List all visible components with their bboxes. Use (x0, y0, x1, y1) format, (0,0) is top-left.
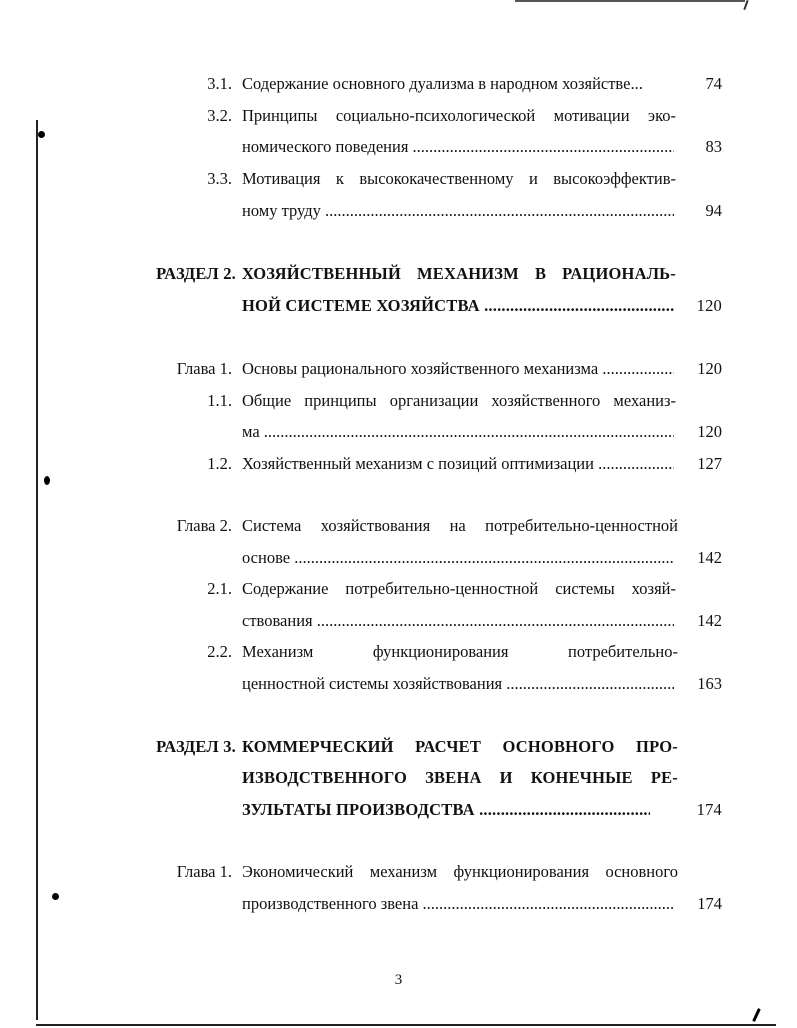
toc-section-label: РАЗДЕЛ 2. (156, 264, 236, 283)
toc-chapter-page: 174 (697, 894, 722, 913)
toc-chapter-label: Глава 1. (176, 359, 232, 378)
toc-entry-number: 2.2. (207, 642, 232, 661)
toc-section-label: РАЗДЕЛ 3. (156, 737, 236, 756)
toc-section-page: 174 (696, 800, 722, 819)
toc-section-title-line: ХОЗЯЙСТВЕННЫЙ МЕХАНИЗМ В РАЦИОНАЛЬ- (242, 264, 676, 283)
toc-section-title-line: НОЙ СИСТЕМЕ ХОЗЯЙСТВА ..... (242, 296, 674, 316)
toc-chapter-page: 120 (697, 359, 722, 378)
scan-left-edge (36, 120, 38, 1020)
toc-entry-page: 127 (697, 454, 722, 473)
toc-entry-page: 83 (705, 137, 722, 156)
toc-entry-title-line: ма ..... (242, 422, 674, 442)
toc-entry-page: 74 (705, 74, 722, 93)
scan-top-edge (515, 0, 745, 2)
toc-section-title-line: ИЗВОДСТВЕННОГО ЗВЕНА И КОНЕЧНЫЕ РЕ- (242, 768, 678, 787)
toc-entry-title-line: ценностной системы хозяйствования ..... (242, 674, 674, 694)
toc-entry-page: 142 (697, 611, 722, 630)
toc-chapter-title: Основы рационального хозяйственного механизма ..... (242, 359, 674, 379)
toc-entry-title-line: Общие принципы организации хозяйственного механиз- (242, 391, 676, 410)
toc-entry-page: 94 (705, 201, 722, 220)
page-number: 3 (394, 972, 403, 988)
toc-chapter-page: 142 (697, 548, 722, 567)
toc-chapter-label: Глава 1. (176, 862, 232, 881)
toc-entry-title: Содержание основного дуализма в народном хозяйстве... (242, 74, 643, 93)
toc-section-title-line: КОММЕРЧЕСКИЙ РАСЧЕТ ОСНОВНОГО ПРО- (242, 737, 678, 756)
toc-entry-number: 3.2. (207, 106, 232, 125)
scan-speck (44, 476, 50, 485)
toc-entry-title-line: Механизм функционирования потребительно- (242, 642, 678, 661)
toc-entry-page: 163 (697, 674, 722, 693)
toc-chapter-title-line: основе ..... (242, 548, 674, 568)
toc-entry-title-line: ному труду ..... (242, 201, 674, 221)
toc-entry-title-line: Содержание потребительно-ценностной системы хозяй- (242, 579, 676, 598)
toc-chapter-title-line: Экономический механизм функционирования основного (242, 862, 678, 881)
toc-chapter-label: Глава 2. (176, 516, 232, 535)
scan-bottom-edge (36, 1024, 776, 1026)
toc-entry-title-line: ствования ..... (242, 611, 674, 631)
toc-entry-number: 1.1. (207, 391, 232, 410)
toc-entry-title-line: номического поведения ..... (242, 137, 674, 157)
scan-speck (38, 131, 45, 138)
scan-speck (752, 1008, 761, 1022)
toc-entry-title-line: Мотивация к высококачественному и высокоэффектив- (242, 169, 676, 188)
toc-section-page: 120 (696, 296, 722, 315)
toc-chapter-title-line: производственного звена ..... (242, 894, 674, 914)
scan-speck (52, 893, 59, 900)
toc-entry-number: 2.1. (207, 579, 232, 598)
toc-entry-title-line: Принципы социально-психологической мотивации эко- (242, 106, 676, 125)
toc-section-title-line: ЗУЛЬТАТЫ ПРОИЗВОДСТВА ..... (242, 800, 650, 820)
toc-entry-number: 3.1. (207, 74, 232, 93)
toc-entry-number: 3.3. (207, 169, 232, 188)
toc-entry-page: 120 (697, 422, 722, 441)
toc-chapter-title-line: Система хозяйствования на потребительно-ценностной (242, 516, 678, 535)
toc-entry-number: 1.2. (207, 454, 232, 473)
toc-entry-title: Хозяйственный механизм с позиций оптимизации ..... (242, 454, 674, 474)
